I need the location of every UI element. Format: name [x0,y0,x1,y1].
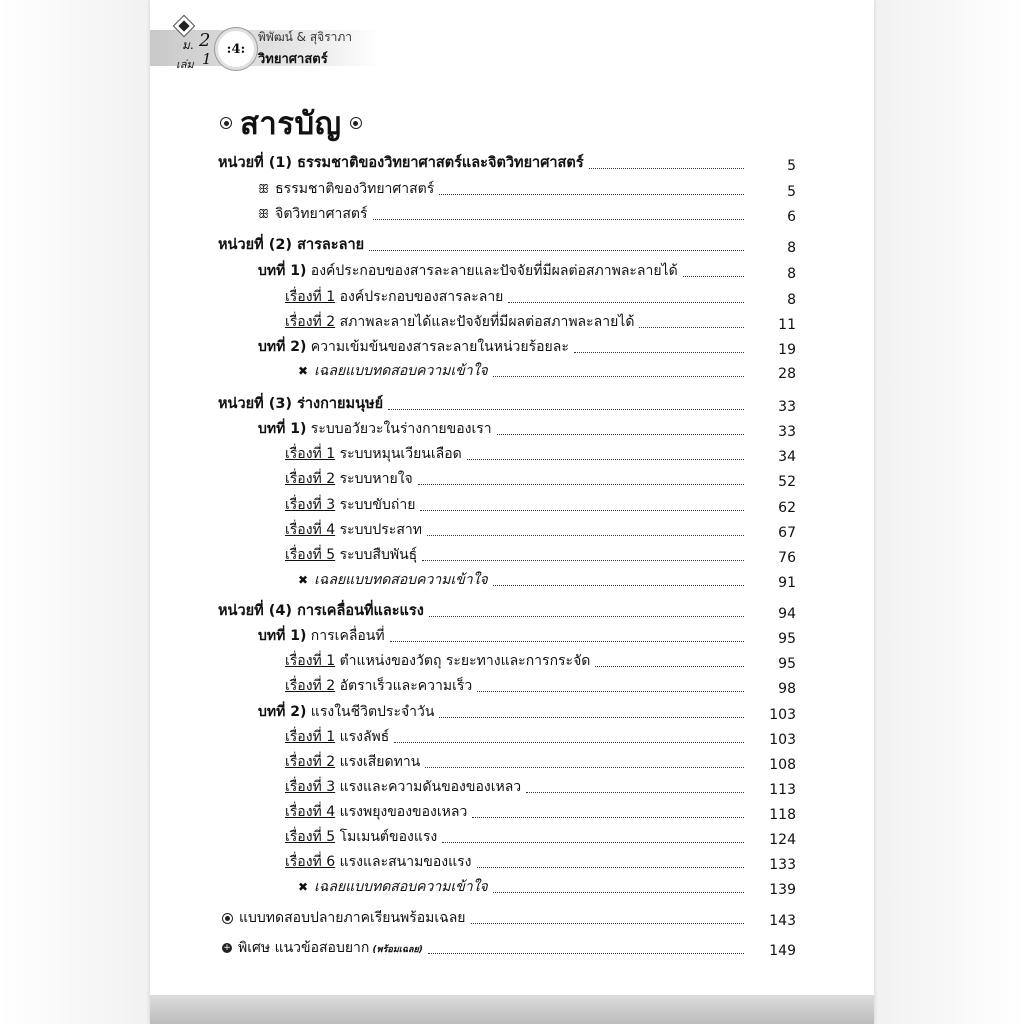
toc-entry-prefix: เรื่องที่ 5 [285,829,336,845]
toc-entry-page: 6 [787,209,796,225]
toc-entry-page: 133 [769,857,796,873]
toc-entry-page: 103 [769,732,796,748]
toc-entry-text: เฉลยแบบทดสอบความเข้าใจ [314,572,488,588]
dot-leader [442,841,744,843]
dot-leader [388,408,744,410]
page-margin-left [0,0,150,1024]
toc-entry-page: 34 [778,449,796,465]
toc-entry-page: 118 [769,807,796,823]
dot-leader [477,866,745,868]
swirl-icon: ꕥ [258,182,270,196]
toc-entry-text: แรงเสียดทาน [335,754,421,770]
toc-entry-label [285,650,590,672]
toc-entry-text: สารละลาย [297,237,365,253]
header-authors: พิพัฒน์ & สุจิราภา [258,30,353,44]
toc-entry-text: ตำแหน่งของวัตถุ ระยะทางและการกระจัด [335,653,591,669]
swirl-icon: ꕥ [258,207,270,221]
dot-leader [639,326,744,328]
dot-leader [493,584,744,586]
toc-entry-text: แบบทดสอบปลายภาคเรียนพร้อมเฉลย [239,910,466,926]
dot-leader [373,218,745,220]
toc-entry [285,724,796,748]
toc-entry [258,258,796,282]
dot-leader [497,433,744,435]
toc-entry-text: พิเศษ แนวข้อสอบยาก [238,940,370,956]
toc-entry [285,466,796,490]
toc-entry-label [285,544,417,566]
toc-entry-text: แรงพยุงของของเหลว [335,804,468,820]
toc-entry-prefix: เรื่องที่ 1 [285,289,336,305]
toc-entry [285,849,796,873]
toc-entry-page: 8 [787,240,796,256]
dot-leader [394,741,744,743]
toc-entry-prefix: เรื่องที่ 6 [285,854,336,870]
page-bottom-band [150,995,874,1024]
toc-entry-page: 8 [787,266,796,282]
dot-leader [493,375,744,377]
toc-entry-label [258,260,678,282]
toc-entry-text: แรงและความดันของของเหลว [335,779,522,795]
toc-entry-text: ระบบอวัยวะในร่างกายของเรา [306,421,492,437]
toc-entry-text: เฉลยแบบทดสอบความเข้าใจ [314,879,488,895]
toc-entry-page: 143 [769,913,796,929]
toc-entry-label [285,675,472,697]
toc-entry-prefix: เรื่องที่ 4 [285,522,336,538]
toc-entry-page: 5 [787,158,796,174]
toc-entry [258,334,796,358]
dot-leader [467,458,744,460]
toc-entry [222,935,796,959]
dot-leader [477,690,744,692]
cross-icon: ✖ [298,880,309,894]
toc-entry-label [218,151,584,174]
toc-entry-page: 124 [769,832,796,848]
dot-leader [508,301,744,303]
toc-entry-label [285,468,413,490]
page-number: :4: [226,41,246,57]
toc-entry [258,416,796,440]
toc-entry [218,232,796,256]
toc-entry-prefix: เรื่องที่ 2 [285,471,336,487]
toc-entry-label [285,494,415,516]
toc-entry-label [285,311,634,333]
toc-entry-label [285,776,521,798]
toc-entry-page: 95 [778,631,796,647]
cross-icon: ✖ [298,573,309,587]
dot-leader [429,615,744,617]
toc-entry-label [258,336,569,358]
dot-leader [439,716,744,718]
toc-entry-label [258,701,434,723]
toc-entry [285,492,796,516]
toc-entry [222,905,796,929]
toc-entry-prefix: หน่วยที่ (3) [218,396,298,412]
toc-title [220,98,362,148]
toc-entry-text: การเคลื่อนที่ [306,628,385,644]
toc-entry [285,309,796,333]
toc-entry-page: 28 [778,366,796,382]
toc-entry-page: 108 [769,757,796,773]
page-margin-right [874,0,1024,1024]
toc-entry-label [218,233,364,256]
toc-entry-prefix: เรื่องที่ 2 [285,754,336,770]
toc-entry-label [258,203,368,225]
toc-entry-page: 33 [778,399,796,415]
bullet-ring-icon [350,117,362,129]
dot-leader [589,167,744,169]
dot-leader [369,249,744,251]
toc-entry-text: โมเมนต์ของแรง [335,829,438,845]
toc-entry [285,648,796,672]
toc-entry-label [258,178,434,200]
toc-entry-text: อัตราเร็วและความเร็ว [335,678,473,694]
volume-number: 1 [202,50,212,68]
toc-entry-text: ระบบประสาท [335,522,422,538]
toc-entry-label [285,851,472,873]
dot-leader [493,891,744,893]
toc-entry [258,176,796,200]
toc-entry-label [222,907,466,929]
toc-entry [285,749,796,773]
toc-entry-prefix: หน่วยที่ (4) [218,603,298,619]
toc-entry [218,150,796,174]
toc-entry-text: ระบบขับถ่าย [335,497,416,513]
toc-entry-prefix: เรื่องที่ 5 [285,547,336,563]
bullet-ring-icon [220,117,232,129]
toc-entry-text: แรงในชีวิตประจำวัน [306,704,435,720]
dot-leader [428,952,744,954]
toc-entry [285,774,796,798]
toc-entry-label [285,286,503,308]
dot-leader [472,816,744,818]
toc-entry-prefix: เรื่องที่ 2 [285,314,336,330]
page-number-badge [215,28,257,70]
toc-entry-label [285,519,422,541]
dot-leader [526,791,744,793]
header-subject: วิทยาศาสตร์ [258,52,328,67]
dot-leader [425,766,744,768]
toc-entry-prefix: บทที่ 1) [258,628,307,644]
toc-entry-prefix: หน่วยที่ (1) [218,155,298,171]
toc-entry-page: 52 [778,474,796,490]
toc-entry-text: ระบบหายใจ [335,471,413,487]
toc-entry [218,391,796,415]
toc-entry-prefix: เรื่องที่ 3 [285,497,336,513]
toc-entry-page: 95 [778,656,796,672]
toc-entry-page: 139 [769,882,796,898]
toc-entry [285,542,796,566]
cross-icon: ✖ [298,364,309,378]
toc-entry-page: 19 [778,342,796,358]
dot-leader [420,509,744,511]
toc-entry [285,824,796,848]
toc-entry-prefix: บทที่ 1) [258,421,307,437]
toc-entry-page: 91 [778,575,796,591]
toc-entry-page: 113 [769,782,796,798]
toc-entry-text: ระบบหมุนเวียนเลือด [335,446,462,462]
toc-entry-prefix: บทที่ 2) [258,704,307,720]
toc-entry-page: 98 [778,681,796,697]
toc-entry [285,799,796,823]
dot-leader [427,534,744,536]
toc-entry-text: จิตวิทยาศาสตร์ [275,206,368,222]
toc-entry-label [218,599,424,622]
toc-entry-text: ความเข้มข้นของสารละลายในหน่วยร้อยละ [306,339,569,355]
toc-entry-prefix: เรื่องที่ 1 [285,729,336,745]
toc-entry [285,441,796,465]
dot-leader [683,275,744,277]
toc-entry-text: ธรรมชาติของวิทยาศาสตร์ [275,181,435,197]
toc-entry [298,567,796,591]
toc-entry-label [298,360,488,382]
toc-entry-label [218,392,383,415]
toc-entry-label [285,443,462,465]
grade-prefix: ม. [182,38,194,52]
toc-entry-label [285,826,437,848]
toc-entry-label [285,751,420,773]
page-title: สารบัญ [240,106,342,142]
dot-leader [418,483,744,485]
toc-entry-page: 67 [778,525,796,541]
dot-leader [422,559,744,561]
toc-entry-label [285,726,389,748]
toc-entry-page: 11 [778,317,796,333]
toc-entry-label [222,937,423,959]
bullet-ring-icon [222,913,233,924]
toc-entry-prefix: เรื่องที่ 4 [285,804,336,820]
toc-entry-text: องค์ประกอบของสารละลายและปัจจัยที่มีผลต่อสภาพละลายได้ [306,263,678,279]
toc-entry-note: (พร้อมเฉลย) [369,945,423,955]
toc-entry [298,358,796,382]
dot-leader [574,351,744,353]
toc-entry-text: แรงและสนามของแรง [335,854,472,870]
toc-entry-prefix: บทที่ 1) [258,263,307,279]
toc-entry-text: ระบบสืบพันธุ์ [335,547,418,563]
toc-entry-page: 149 [769,943,796,959]
grade-number: 2 [199,30,211,51]
toc-entry [298,874,796,898]
dot-leader [390,640,744,642]
toc-entry-label [258,418,492,440]
toc-entry [285,284,796,308]
toc-entry-prefix: เรื่องที่ 1 [285,446,336,462]
toc-entry-text: องค์ประกอบของสารละลาย [335,289,504,305]
toc-entry-page: 33 [778,424,796,440]
toc-entry-page: 5 [787,184,796,200]
toc-entry-text: ธรรมชาติของวิทยาศาสตร์และจิตวิทยาศาสตร์ [297,155,584,171]
toc-entry-prefix: เรื่องที่ 3 [285,779,336,795]
toc-entry-text: การเคลื่อนที่และแรง [297,603,424,619]
toc-entry-text: แรงลัพธ์ [335,729,390,745]
toc-entry-label [298,569,488,591]
dot-leader [595,665,744,667]
toc-entry [285,673,796,697]
toc-entry-page: 76 [778,550,796,566]
toc-entry-text: สภาพละลายได้และปัจจัยที่มีผลต่อสภาพละลายได้ [335,314,635,330]
volume-prefix: เล่ม [176,58,194,71]
dot-leader [471,922,744,924]
dot-leader [439,193,744,195]
toc-entry [218,598,796,622]
toc-entry-page: 94 [778,606,796,622]
toc-entry-text: ร่างกายมนุษย์ [297,396,384,412]
plus-circle-icon: + [223,943,231,953]
toc-entry [258,699,796,723]
toc-entry-label [285,801,467,823]
toc-entry-prefix: หน่วยที่ (2) [218,237,298,253]
toc-entry-prefix: เรื่องที่ 2 [285,678,336,694]
toc-entry-page: 8 [787,292,796,308]
toc-entry-page: 62 [778,500,796,516]
toc-entry-text: เฉลยแบบทดสอบความเข้าใจ [314,363,488,379]
toc-entry-page: 103 [769,707,796,723]
toc-entry [258,201,796,225]
toc-entry-label [298,876,488,898]
toc-entry [285,517,796,541]
toc-entry [258,623,796,647]
toc-entry-prefix: บทที่ 2) [258,339,307,355]
toc-entry-label [258,625,385,647]
toc-entry-prefix: เรื่องที่ 1 [285,653,336,669]
